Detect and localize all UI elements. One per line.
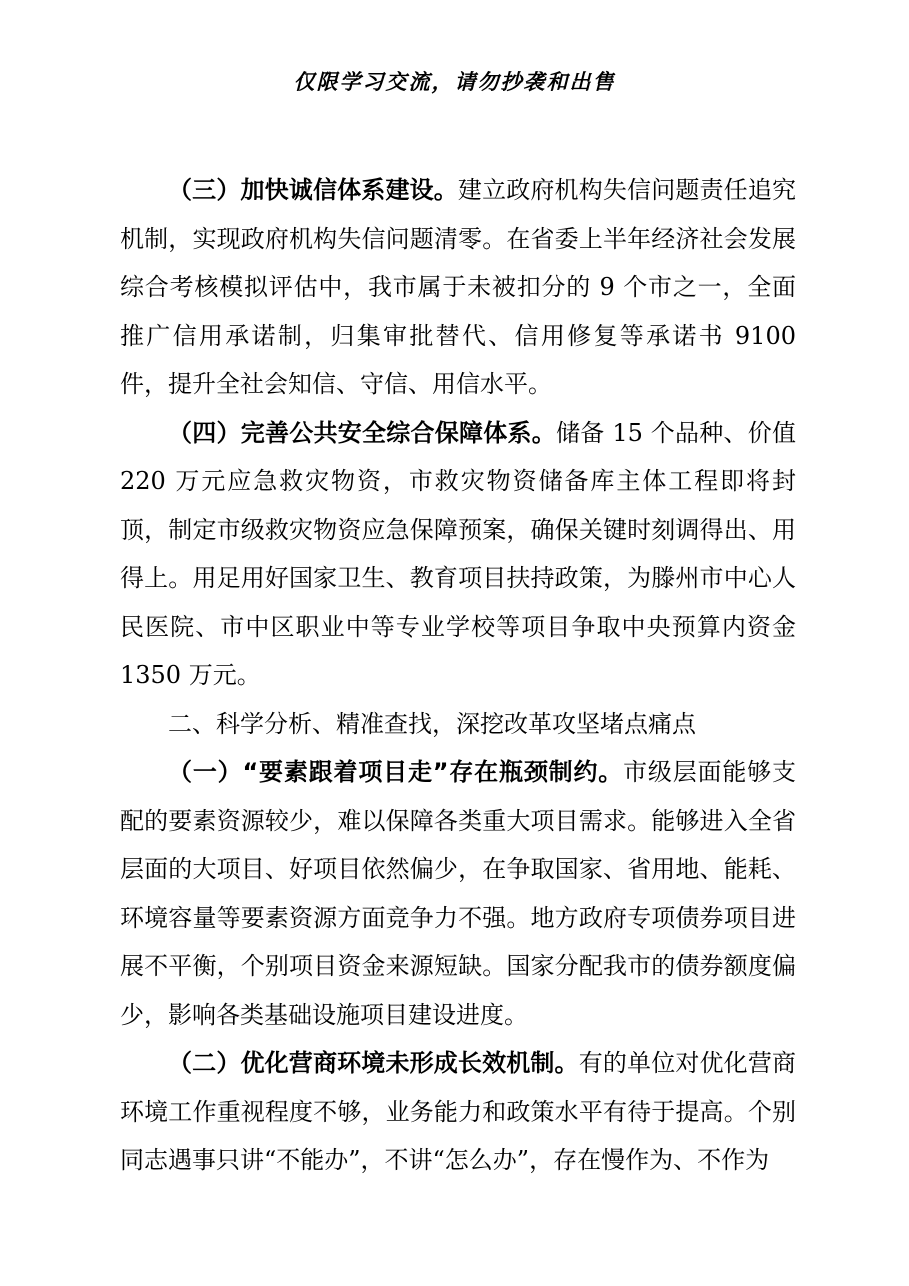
paragraph-lead: （三）加快诚信体系建设。 <box>168 176 458 204</box>
header-note: 仅限学习交流，请勿抄袭和出售 <box>293 69 616 94</box>
section-heading: 二、科学分析、精准查找，深挖改革攻坚堵点痛点 <box>168 709 696 738</box>
paragraph-text: 储备 15 个品种、价值 220 万元应急救灾物资，市救灾物资储备库主体工程即将封顶，制定市级救灾物资应急保障预案，确保关键时刻调得出、用得上。用足用好国家卫生、教育项目扶持政策，为滕州市中心人民医院、市中区职业中等专业学校等项目争取中央预算内资金 1350 万元。 <box>120 418 796 689</box>
paragraph-credit-system <box>120 166 796 409</box>
paragraph-text: 建立政府机构失信问题责任追究机制，实现政府机构失信问题清零。在省委上半年经济社会发展综合考核模拟评估中，我市属于未被扣分的 9 个市之一，全面推广信用承诺制，归集审批替代、信用修复等承诺书 9100 件，提升全社会知信、守信、用信水平。 <box>120 176 797 398</box>
paragraph-business-environment <box>120 1039 796 1185</box>
paragraph-lead: （二）优化营商环境未形成长效机制。 <box>168 1049 579 1077</box>
paragraph-public-safety <box>120 409 796 700</box>
paragraph-factor-constraints <box>120 748 796 1039</box>
document-body <box>120 166 796 1185</box>
paragraph-text: 市级层面能够支配的要素资源较少，难以保障各类重大项目需求。能够进入全省层面的大项目、好项目依然偏少，在争取国家、省用地、能耗、环境容量等要素资源方面竞争力不强。地方政府专项债券项目进展不平衡，个别项目资金来源短缺。国家分配我市的债券额度偏少，影响各类基础设施项目建设进度。 <box>120 758 797 1029</box>
paragraph-text: 有的单位对优化营商环境工作重视程度不够，业务能力和政策水平有待于提高。个别同志遇事只讲“不能办”，不讲“怎么办”，存在慢作为、不作为 <box>120 1049 796 1174</box>
paragraph-lead: （一）“要素跟着项目走”存在瓶颈制约。 <box>168 758 624 786</box>
paragraph-lead: （四）完善公共安全综合保障体系。 <box>168 418 556 447</box>
